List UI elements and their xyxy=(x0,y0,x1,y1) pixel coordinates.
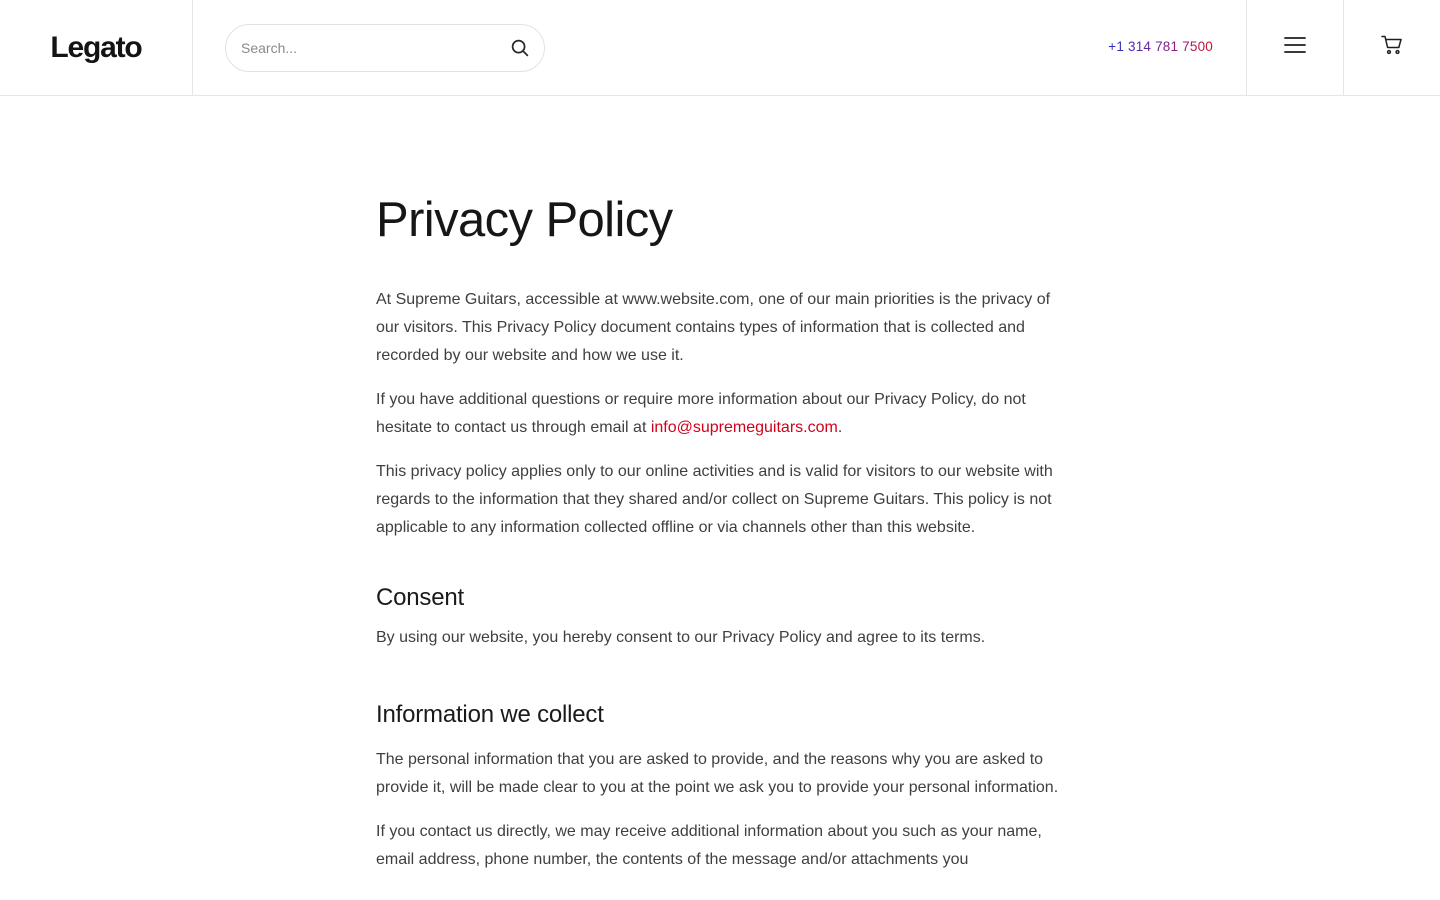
hamburger-menu-icon xyxy=(1284,36,1306,59)
consent-paragraph: By using our website, you hereby consent to our Privacy Policy and agree to its terms. xyxy=(376,629,986,646)
logo[interactable]: Legato xyxy=(50,30,142,64)
search-input[interactable] xyxy=(241,28,491,68)
phone-link[interactable]: +1 314 781 7500 xyxy=(1108,39,1213,54)
information-paragraph: The personal information that you are asked to provide, and the reasons why you are asked to provide it, will be made clear to you at the point we ask you to provide your personal information. xyxy=(376,751,1059,796)
cart-button[interactable] xyxy=(1344,0,1440,95)
information-paragraph: If you contact us directly, we may receive additional information about you such as your name, email address, phone number, the contents of the message and/or attachments you xyxy=(376,823,1042,868)
search-bar xyxy=(225,24,545,72)
contact-paragraph xyxy=(376,386,1066,442)
cart-icon xyxy=(1381,35,1403,60)
menu-button[interactable] xyxy=(1246,0,1344,95)
search-icon[interactable] xyxy=(510,38,530,58)
logo-container xyxy=(0,0,193,95)
intro-paragraph: At Supreme Guitars, accessible at www.website.com, one of our main priorities is the privacy of our visitors. This Privacy Policy document contains types of information that is collected and recorded by our website and how we use it. xyxy=(376,291,1051,364)
contact-text: If you have additional questions or require more information about our Privacy Policy, do not hesitate to contact us through email at xyxy=(376,391,1026,436)
information-section xyxy=(376,699,1066,874)
site-header xyxy=(0,0,1440,96)
page-title: Privacy Policy xyxy=(376,193,673,247)
scope-paragraph: This privacy policy applies only to our online activities and is valid for visitors to our website with regards to the information that they shared and/or collect on Supreme Guitars. This policy is not applicable to any information collected offline or via channels other than this website. xyxy=(376,463,1053,536)
intro-section xyxy=(376,286,1066,542)
contact-text-end: . xyxy=(837,419,843,436)
section-heading-consent: Consent xyxy=(376,584,464,611)
consent-section xyxy=(376,582,1066,652)
email-link[interactable]: info@supremeguitars.com xyxy=(650,419,838,436)
section-heading-information: Information we collect xyxy=(376,701,604,728)
main-content xyxy=(376,188,1066,890)
